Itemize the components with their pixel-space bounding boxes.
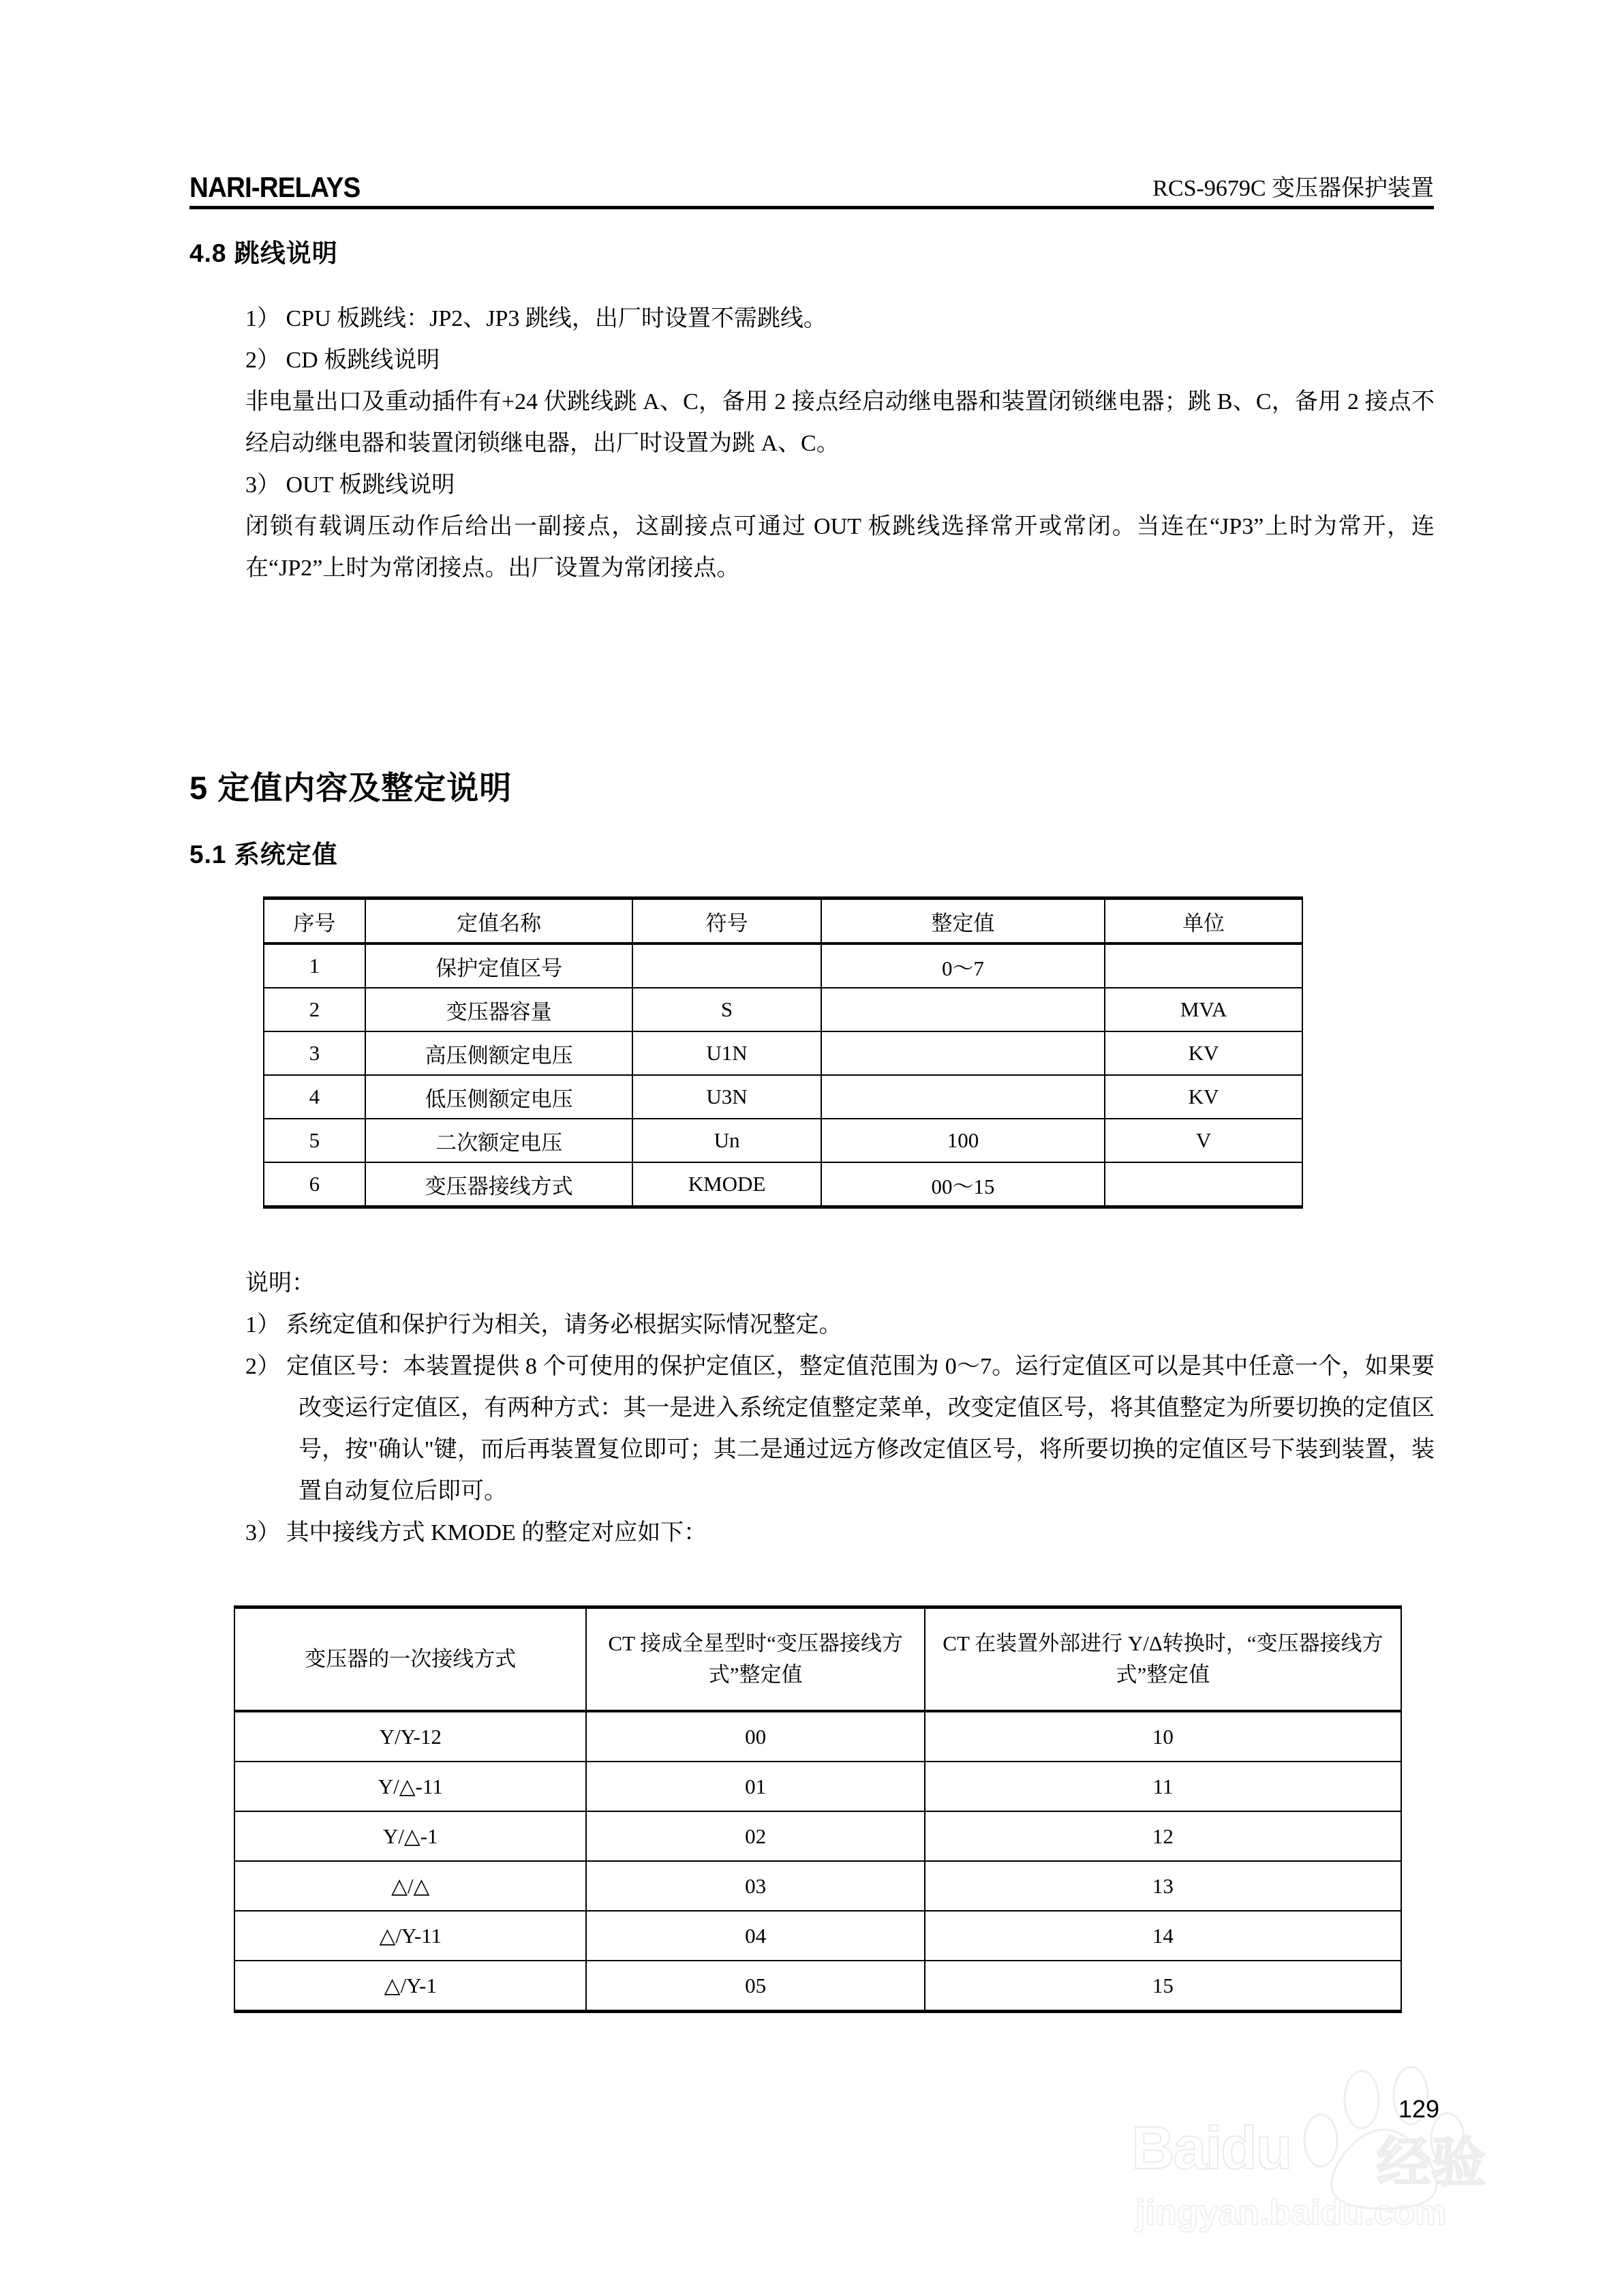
- cell-no: 6: [264, 1162, 365, 1207]
- note-item-2: 2） 定值区号：本装置提供 8 个可使用的保护定值区，整定值范围为 0～7。运行定值区可以是其中任意一个，如果要改变运行定值区，有两种方式：其一是进入系统定值整定菜单，改变定值区号，将其值整定为所要切换的定值区号，按"确认"键，而后再装置复位即可；其二是通过远方修改定值区号，将所要切换的定值区号下装到装置，装置自动复位后即可。: [245, 1354, 1435, 1504]
- cell-star: 02: [586, 1811, 924, 1861]
- table-row: [264, 988, 1302, 1031]
- cell-symbol: U1N: [632, 1031, 821, 1075]
- cell-unit: KV: [1105, 1031, 1302, 1075]
- table-row: [234, 1961, 1401, 2012]
- table-row: [234, 1911, 1401, 1961]
- column-header-symbol: 符号: [632, 898, 821, 944]
- jumper-item-1: 1） CPU 板跳线：JP2、JP3 跳线，出厂时设置不需跳线。: [245, 306, 827, 331]
- cell-no: 1: [264, 943, 365, 988]
- document-title: RCS-9679C 变压器保护装置: [1152, 176, 1434, 201]
- jumper-item-2-title: 2） CD 板跳线说明: [245, 348, 440, 373]
- cell-symbol: S: [632, 988, 821, 1031]
- cell-ext: 12: [925, 1811, 1401, 1861]
- cell-ext: 10: [925, 1711, 1401, 1762]
- table-row: [264, 1119, 1302, 1162]
- table-row: [264, 943, 1302, 988]
- cell-name: 变压器容量: [365, 988, 632, 1031]
- cell-symbol: [632, 943, 821, 988]
- cell-wiring: Y/△-11: [234, 1762, 586, 1811]
- cell-unit: V: [1105, 1119, 1302, 1162]
- heading-5-1: 5.1 系统定值: [189, 841, 338, 868]
- notes-label: 说明：: [245, 1271, 315, 1296]
- note-item-1: 1） 系统定值和保护行为相关，请务必根据实际情况整定。: [245, 1312, 842, 1338]
- cell-wiring: Y/Y-12: [234, 1711, 586, 1762]
- column-header-unit: 单位: [1105, 898, 1302, 944]
- table-row: [234, 1762, 1401, 1811]
- cell-wiring: △/△: [234, 1861, 586, 1911]
- cell-no: 2: [264, 988, 365, 1031]
- cell-star: 03: [586, 1861, 924, 1911]
- cell-value: [821, 1075, 1105, 1119]
- page-number: 129: [1398, 2095, 1439, 2123]
- cell-ext: 11: [925, 1762, 1401, 1811]
- cell-value: 100: [821, 1119, 1105, 1162]
- cell-ext: 15: [925, 1961, 1401, 2012]
- notes-block: [245, 1263, 1435, 1554]
- kmode-mapping-table: [234, 1605, 1402, 2013]
- cell-unit: KV: [1105, 1075, 1302, 1119]
- cell-value: 00～15: [821, 1162, 1105, 1207]
- system-settings-table: [263, 896, 1303, 1209]
- column-header-name: 定值名称: [365, 898, 632, 944]
- cell-value: [821, 1031, 1105, 1075]
- jumper-item-3-title: 3） OUT 板跳线说明: [245, 472, 455, 498]
- cell-symbol: Un: [632, 1119, 821, 1162]
- cell-wiring: △/Y-1: [234, 1961, 586, 2012]
- table-row: [264, 1075, 1302, 1119]
- watermark-brand: Baidu: [1131, 2114, 1291, 2181]
- cell-name: 低压侧额定电压: [365, 1075, 632, 1119]
- company-logo-text: NARI-RELAYS: [189, 171, 361, 203]
- heading-5: 5 定值内容及整定说明: [189, 770, 512, 806]
- cell-wiring: Y/△-1: [234, 1811, 586, 1861]
- cell-star: 01: [586, 1762, 924, 1811]
- jumper-item-3-body: 闭锁有载调压动作后给出一副接点，这副接点可通过 OUT 板跳线选择常开或常闭。当连在“JP3”上时为常开，连在“JP2”上时为常闭接点。出厂设置为常闭接点。: [245, 514, 1435, 581]
- column-header-external-conv: CT 在装置外部进行 Y/Δ转换时，“变压器接线方式”整定值: [925, 1607, 1401, 1712]
- cell-no: 5: [264, 1119, 365, 1162]
- column-header-value: 整定值: [821, 898, 1105, 944]
- cell-value: 0～7: [821, 943, 1105, 988]
- cell-no: 4: [264, 1075, 365, 1119]
- cell-unit: [1105, 1162, 1302, 1207]
- cell-symbol: KMODE: [632, 1162, 821, 1207]
- watermark-url: jingyan.baidu.com: [1135, 2193, 1447, 2233]
- baidu-jingyan-watermark: [1131, 2051, 1567, 2255]
- table-row: [234, 1711, 1401, 1762]
- cell-wiring: △/Y-11: [234, 1911, 586, 1961]
- cell-name: 高压侧额定电压: [365, 1031, 632, 1075]
- table-row: [264, 1162, 1302, 1207]
- cell-unit: MVA: [1105, 988, 1302, 1031]
- cell-value: [821, 988, 1105, 1031]
- cell-name: 保护定值区号: [365, 943, 632, 988]
- watermark-brand-cn: 经验: [1377, 2132, 1486, 2193]
- column-header-primary-wiring: 变压器的一次接线方式: [234, 1607, 586, 1712]
- table-row: [234, 1811, 1401, 1861]
- cell-unit: [1105, 943, 1302, 988]
- page-header: [189, 158, 1434, 209]
- note-item-3: 3） 其中接线方式 KMODE 的整定对应如下：: [245, 1520, 707, 1545]
- cell-star: 00: [586, 1711, 924, 1762]
- cell-name: 二次额定电压: [365, 1119, 632, 1162]
- cell-name: 变压器接线方式: [365, 1162, 632, 1207]
- table-header-row: [264, 898, 1302, 944]
- heading-4-8: 4.8 跳线说明: [189, 239, 338, 267]
- cell-ext: 14: [925, 1911, 1401, 1961]
- table-row: [234, 1861, 1401, 1911]
- column-header-star-ct: CT 接成全星型时“变压器接线方式”整定值: [586, 1607, 924, 1712]
- cell-symbol: U3N: [632, 1075, 821, 1119]
- paw-print-icon: [1302, 2064, 1499, 2211]
- cell-ext: 13: [925, 1861, 1401, 1911]
- section-4-8-content: [245, 298, 1435, 589]
- cell-star: 05: [586, 1961, 924, 2012]
- column-header-no: 序号: [264, 898, 365, 944]
- cell-no: 3: [264, 1031, 365, 1075]
- table-header-row: [234, 1607, 1401, 1712]
- cell-star: 04: [586, 1911, 924, 1961]
- table-row: [264, 1031, 1302, 1075]
- jumper-item-2-body: 非电量出口及重动插件有+24 伏跳线跳 A、C，备用 2 接点经启动继电器和装置闭锁继电器；跳 B、C，备用 2 接点不经启动继电器和装置闭锁继电器，出厂时设置为跳 A、C。: [245, 389, 1435, 456]
